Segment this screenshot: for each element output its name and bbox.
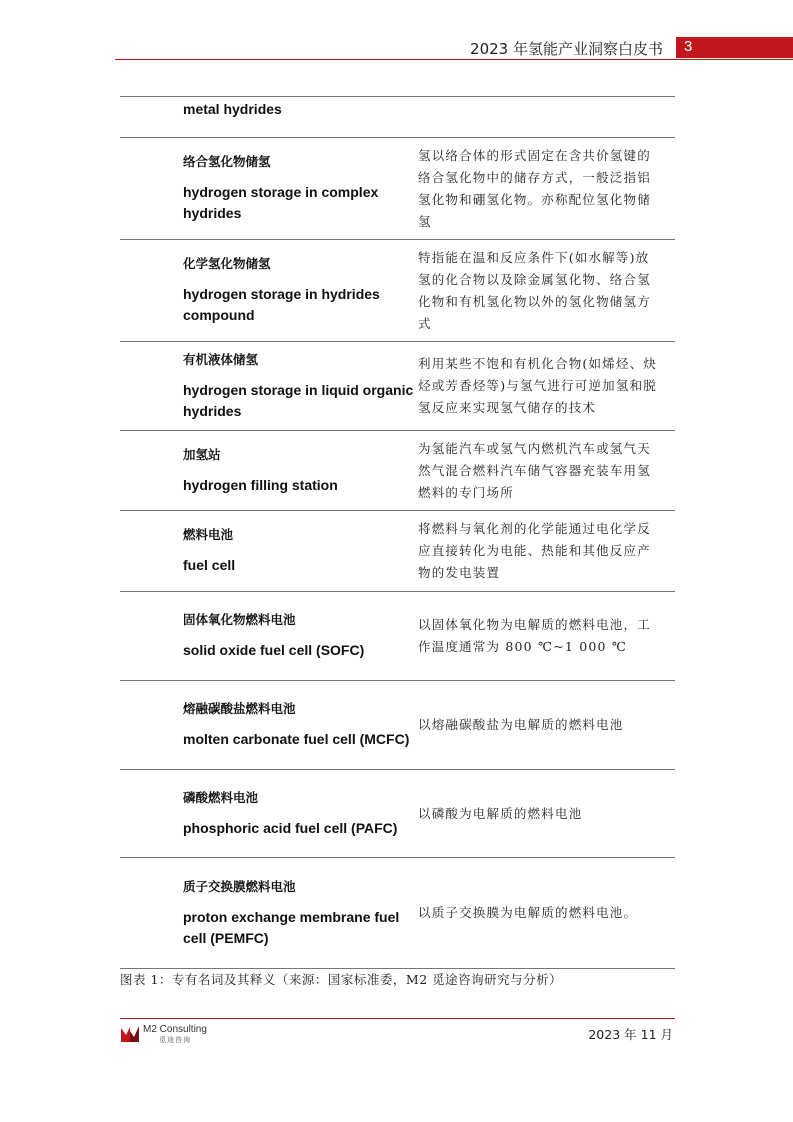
table-row [120,858,675,969]
definition-cell [418,97,675,138]
definition-cell: 为氢能汽车或氢气内燃机汽车或氢气天然气混合燃料汽车储气容器充装车用氢燃料的专门场所 [418,431,675,511]
table-row [120,431,675,511]
definition-cell: 特指能在温和反应条件下(如水解等)放氢的化合物以及除金属氢化物、络合氢化物和有机氢化物以外的氢化物储氢方式 [418,240,675,342]
term-english: hydrogen storage in complex hydrides [183,184,379,221]
table-row [120,240,675,342]
header-divider [115,59,793,60]
term-chinese: 络合氢化物储氢 [183,154,271,169]
term-cell [120,592,418,681]
term-cell [120,770,418,858]
footer-divider [120,1018,675,1019]
definition-cell: 以磷酸为电解质的燃料电池 [418,770,675,858]
table-row [120,97,675,138]
table-row [120,592,675,681]
definition-cell: 以熔融碳酸盐为电解质的燃料电池 [418,681,675,770]
table-caption: 图表 1：专有名词及其释义（来源：国家标准委，M2 觅途咨询研究与分析） [120,972,563,987]
term-chinese: 化学氢化物储氢 [183,256,271,271]
term-english: metal hydrides [183,100,282,117]
footer-date: 2023 年 11 月 [588,1027,673,1042]
logo-name: M2 Consulting [143,1024,207,1035]
term-english: fuel cell [183,557,236,573]
term-english: hydrogen filling station [183,476,338,493]
term-chinese: 固体氧化物燃料电池 [183,612,296,627]
term-cell [120,511,418,592]
definition-cell: 氢以络合体的形式固定在含共价氢键的络合氢化物中的储存方式，一般泛指铝氢化物和硼氢化物。亦称配位氢化物储氢 [418,138,675,240]
definition-cell: 以固体氧化物为电解质的燃料电池，工作温度通常为 800 ℃~1 000 ℃ [418,592,675,681]
term-chinese: 加氢站 [183,446,221,462]
term-chinese: 质子交换膜燃料电池 [183,878,296,894]
definition-cell: 利用某些不饱和有机化合物(如烯烃、炔烃或芳香烃等)与氢气进行可逆加氢和脱氢反应来实现氢气储存的技术 [418,342,675,431]
term-cell [120,138,418,240]
term-cell [120,240,418,342]
terms-table [120,96,675,969]
term-cell [120,97,418,138]
term-cell [120,431,418,511]
table-row [120,511,675,592]
term-english: proton exchange membrane fuel cell (PEMFC) [183,908,400,946]
term-chinese: 有机液体储氢 [183,351,259,367]
term-english: hydrogen storage in hydrides compound [183,286,380,323]
definition-cell: 以质子交换膜为电解质的燃料电池。 [418,858,675,969]
term-english: solid oxide fuel cell (SOFC) [183,642,365,658]
table-row [120,342,675,431]
m2-logo-icon [120,1025,140,1043]
term-cell [120,342,418,431]
logo-subtitle: 觅途咨询 [159,1036,191,1044]
term-chinese: 燃料电池 [183,527,234,542]
term-english: phosphoric acid fuel cell (PAFC) [183,819,398,836]
term-cell [120,681,418,770]
page-number: 3 [684,38,693,55]
table-row [120,681,675,770]
page-number-badge [676,37,793,58]
term-chinese: 熔融碳酸盐燃料电池 [183,701,296,716]
table-row [120,770,675,858]
table-row [120,138,675,240]
term-english: molten carbonate fuel cell (MCFC) [183,731,410,747]
term-chinese: 磷酸燃料电池 [183,789,259,805]
term-english: hydrogen storage in liquid organic hydrides [183,381,414,419]
term-cell [120,858,418,969]
definition-cell: 将燃料与氧化剂的化学能通过电化学反应直接转化为电能、热能和其他反应产物的发电装置 [418,511,675,592]
header-title: 2023 年氢能产业洞察白皮书 [470,40,663,58]
